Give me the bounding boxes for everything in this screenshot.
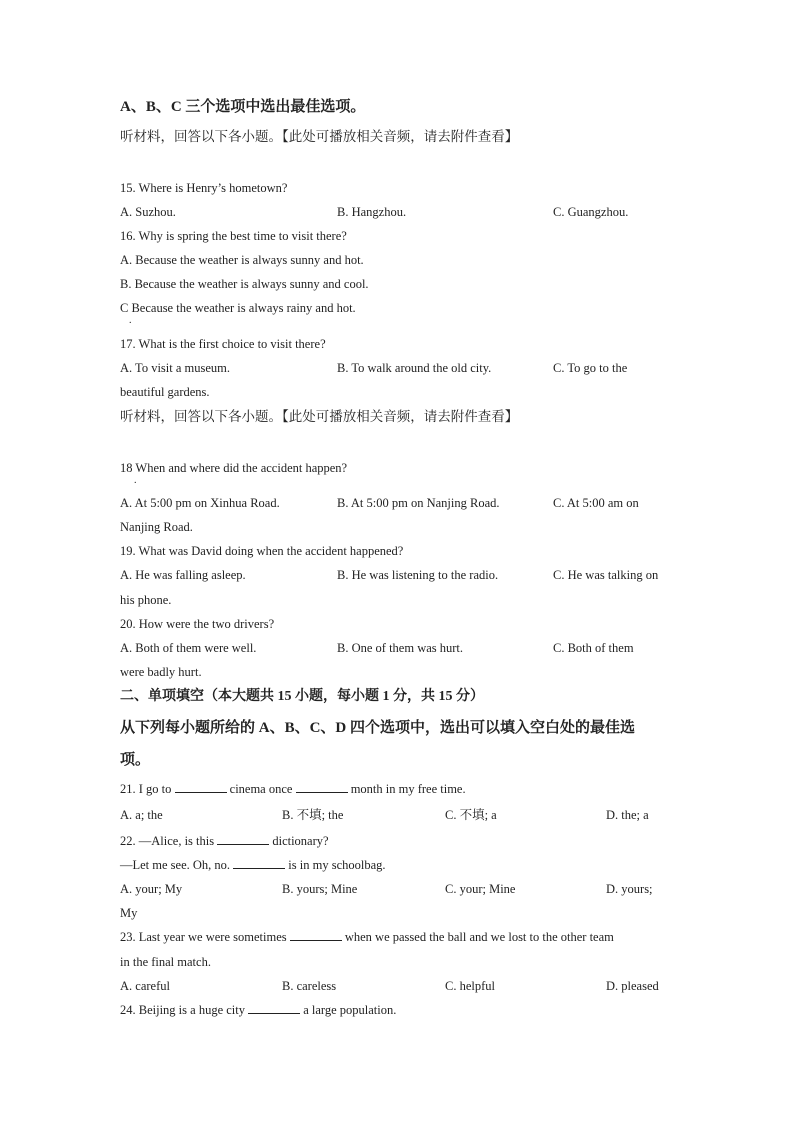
option-c: C. To go to the <box>553 361 628 375</box>
option-d: D. the; a <box>606 808 649 822</box>
option-c: C. He was talking on <box>553 568 659 582</box>
stem-text: a large population. <box>300 1003 397 1017</box>
option-d-continued: My <box>120 906 138 920</box>
option-a: A. He was falling asleep. <box>120 568 246 582</box>
option-b: B. yours; Mine <box>282 882 358 896</box>
option-b: B. 不填; the <box>282 808 344 822</box>
answer-blank <box>248 1002 300 1014</box>
option-b: B. careless <box>282 979 337 993</box>
option-b: B. One of them was hurt. <box>337 641 464 655</box>
answer-blank <box>296 781 348 793</box>
section-heading: A、B、C 三个选项中选出最佳选项。 <box>120 99 366 115</box>
listening-instruction: 听材料，回答以下各小题。【此处可播放相关音频，请去附件查看】 <box>120 129 519 144</box>
option-d: D. yours; <box>606 882 653 896</box>
answer-blank <box>233 857 285 869</box>
answer-blank <box>290 929 342 941</box>
option-c: C. helpful <box>445 979 495 993</box>
option-a: A. Suzhou. <box>120 205 176 219</box>
stem-text: month in my free time. <box>347 782 466 796</box>
option-b: B. At 5:00 pm on Nanjing Road. <box>337 496 500 510</box>
option-a: A. At 5:00 pm on Xinhua Road. <box>120 496 280 510</box>
question-stem: 19. What was David doing when the accident happened? <box>120 544 404 558</box>
question-stem <box>120 781 466 797</box>
question-stem: 20. How were the two drivers? <box>120 617 275 631</box>
option-c-continued: his phone. <box>120 593 172 607</box>
option-b: B. He was listening to the radio. <box>337 568 499 582</box>
option-b: B. Hangzhou. <box>337 205 407 219</box>
stem-text: dictionary? <box>269 834 329 848</box>
stem-text: 23. Last year we were sometimes <box>120 930 290 944</box>
option-b: B. To walk around the old city. <box>337 361 492 375</box>
stem-text: cinema once <box>226 782 296 796</box>
option-a: A. your; My <box>120 882 183 896</box>
question-stem-continued: in the final match. <box>120 955 211 969</box>
option-d: D. pleased <box>606 979 659 993</box>
stem-text: 21. I go to <box>120 782 175 796</box>
option-c: C. At 5:00 am on <box>553 496 639 510</box>
question-stem: 15. Where is Henry’s hometown? <box>120 181 288 195</box>
question-stem: 17. What is the first choice to visit there? <box>120 337 326 351</box>
question-stem: 18 When and where did the accident happen? <box>120 461 348 475</box>
stray-dot: . <box>129 315 132 326</box>
option-c-continued: were badly hurt. <box>120 665 202 679</box>
option-b: B. Because the weather is always sunny and cool. <box>120 277 369 291</box>
question-stem-response <box>120 857 386 873</box>
option-c-continued: beautiful gardens. <box>120 385 210 399</box>
option-a: A. a; the <box>120 808 163 822</box>
option-c-continued: Nanjing Road. <box>120 520 193 534</box>
section-instruction: 从下列每小题所给的 A、B、C、D 四个选项中，选出可以填入空白处的最佳选 <box>120 720 636 736</box>
option-c: C. 不填; a <box>445 808 497 822</box>
question-stem <box>120 833 329 849</box>
question-stem <box>120 1002 396 1018</box>
option-c: C. Guangzhou. <box>553 205 629 219</box>
stem-text: 22. —Alice, is this <box>120 834 218 848</box>
answer-blank <box>217 833 269 845</box>
listening-instruction: 听材料，回答以下各小题。【此处可播放相关音频，请去附件查看】 <box>120 409 519 424</box>
section-heading: 二、单项填空（本大题共 15 小题，每小题 1 分，共 15 分） <box>120 689 484 704</box>
option-a: A. Because the weather is always sunny and hot. <box>120 253 364 267</box>
option-c: C. Both of them <box>553 641 634 655</box>
stem-text: is in my schoolbag. <box>285 858 386 872</box>
question-stem: 16. Why is spring the best time to visit there? <box>120 229 347 243</box>
question-stem <box>120 929 614 945</box>
section-instruction-continued: 项。 <box>120 752 151 768</box>
answer-blank <box>175 781 227 793</box>
option-a: A. careful <box>120 979 170 993</box>
option-c: C. your; Mine <box>445 882 516 896</box>
stem-text: when we passed the ball and we lost to the other team <box>341 930 614 944</box>
stray-dot: . <box>134 475 137 486</box>
option-a: A. Both of them were well. <box>120 641 257 655</box>
stem-text: —Let me see. Oh, no. <box>120 858 234 872</box>
option-a: A. To visit a museum. <box>120 361 231 375</box>
stem-text: 24. Beijing is a huge city <box>120 1003 249 1017</box>
option-c: C Because the weather is always rainy and hot. <box>120 301 356 315</box>
